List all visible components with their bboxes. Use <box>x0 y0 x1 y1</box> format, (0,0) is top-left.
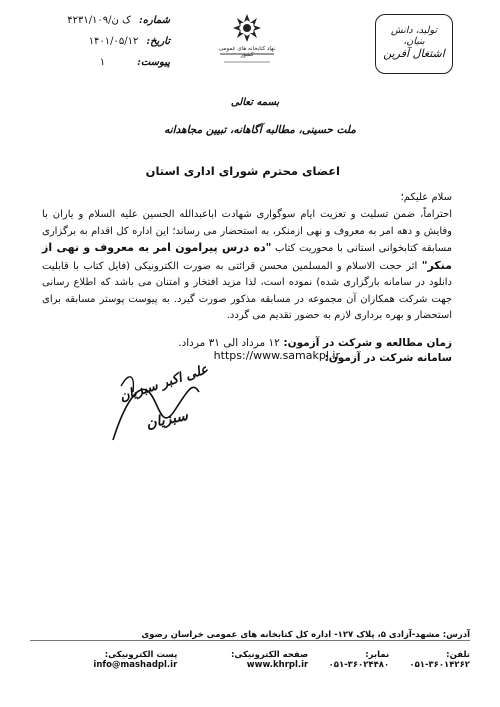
footer-address: آدرس: مشهد-آزادی ۵، پلاک ۱۲۷- اداره کل کتابخانه های عمومی خراسان رضوی <box>141 630 470 640</box>
footer-email-group <box>30 650 177 670</box>
footer-fax-group <box>308 650 389 670</box>
exam-site-label: سامانه شرکت در آزمون: <box>324 352 452 364</box>
signature-stroke-icon <box>95 362 210 452</box>
number-value: ۴۲۳۱/۱۰۹/ک ن <box>67 15 132 26</box>
exam-time-label: زمان مطالعه و شرکت در آزمون: <box>283 337 452 349</box>
date-label: تاریخ: <box>146 36 170 47</box>
footer-web-label: صفحه الکترونیکی: <box>230 650 309 660</box>
footer-web-group <box>177 650 308 670</box>
slogan-frame <box>375 14 453 74</box>
number-row <box>30 15 170 36</box>
footer-contacts <box>30 650 470 670</box>
slogan-line-2: اشتغال آفرین <box>383 47 445 60</box>
footer-email-label: پست الکترونیکی: <box>104 650 178 660</box>
number-label: شماره: <box>139 15 170 26</box>
body-paragraph-1: احتراماً، ضمن تسلیت و تعزیت ایام سوگواری شهادت اباعبدالله الحسین علیه السلام و یاران با وفایش و دهه امر به معروف و نهی ازمنکر، به استحضار می رساند؛ این اداره کل اقدام به برگزاری مسابقه کتابخوانی استانی با محوریت کتاب <box>42 209 452 254</box>
signature <box>95 362 210 452</box>
footer-web[interactable]: www.khrpl.ir <box>246 660 309 670</box>
body-paragraph-2: اثر حجت الاسلام و المسلمین محسن قرائتی به صورت الکترونیکی (فایل کتاب با قابلیت دانلود در سامانه بارگزاری شده) نموده است، لذا مزید افتخار و امتنان می باشد که اطلاع رسانی جهت شرکت همکاران آن مجموعه در مسابقه مذکور صورت گیرد. به پیوست پوستر مسابقه برای استحضار و بهره برداری لازم به حضور تقدیم می گردد. <box>42 260 452 321</box>
motto: ملت حسینی، مطالبه آگاهانه، تبیین مجاهدانه <box>164 124 356 136</box>
slogan-line-1: تولید، دانش بنیان، <box>390 25 437 47</box>
footer-email[interactable]: info@mashadpl.ir <box>93 660 178 670</box>
addressee: اعضای محترم شورای اداری استان <box>145 164 340 178</box>
attachment-label: پیوست: <box>137 57 170 68</box>
exam-time-value: ۱۲ مرداد الی ۳۱ مرداد. <box>178 337 280 349</box>
footer-fax: ۳۶۰۲۴۴۸۰-۰۵۱ <box>328 660 390 670</box>
letter-body <box>42 207 452 325</box>
footer-phone-group <box>389 650 470 670</box>
greeting: سلام علیکم؛ <box>400 192 452 203</box>
letter-meta <box>30 15 170 78</box>
attachment-value: ۱ <box>99 57 106 68</box>
emblem-caption: نهاد کتابخانه های عمومی کشور <box>218 46 276 58</box>
footer-divider <box>30 640 470 641</box>
date-row <box>30 36 170 57</box>
library-emblem <box>212 10 282 72</box>
signature-scrawl: سبزیان <box>144 407 190 433</box>
invocation: بسمه تعالی <box>230 97 280 108</box>
signature-name: علی اکبر سبزیان <box>117 362 211 405</box>
footer-phone: ۳۶۰۱۴۲۶۲-۰۵۱ <box>409 660 470 670</box>
footer-fax-label: نمابر: <box>365 650 390 660</box>
exam-site-link[interactable]: https://www.samakpl.ir <box>213 349 340 362</box>
attachment-row <box>30 57 170 78</box>
date-value: ۱۴۰۱/۰۵/۱۲ <box>88 36 139 47</box>
footer-phone-label: تلفن: <box>446 650 470 660</box>
book-title: "ده درس پیرامون امر به معروف و نهی از منکر" <box>42 241 452 272</box>
library-emblem-icon <box>212 10 282 72</box>
